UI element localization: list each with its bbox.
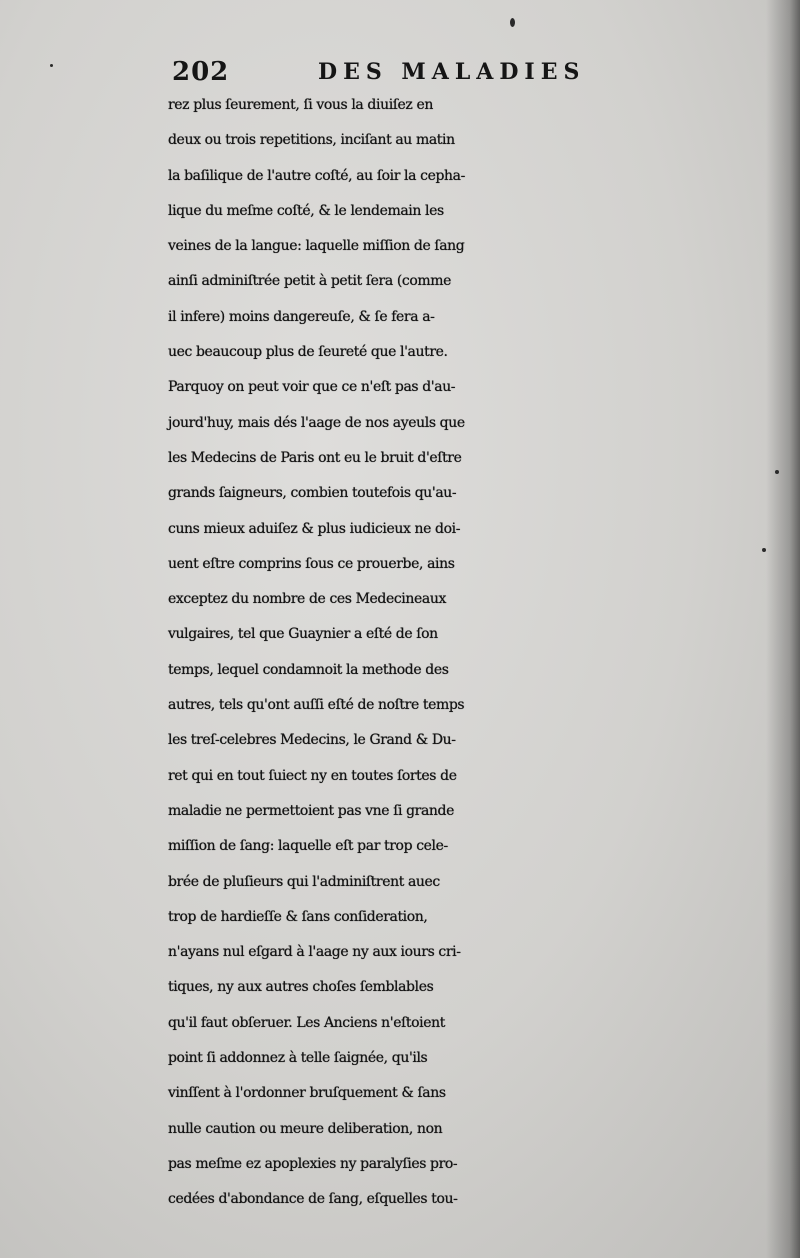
text-line: lique du meſme coſté, & le lendemain les [168,202,444,219]
text-line: n'ayans nul eſgard à l'aage ny aux iours cri- [168,944,461,961]
text-line: cuns mieux aduiſez & plus iudicieux ne doi- [168,520,461,537]
text-line: brée de pluſieurs qui l'adminiſtrent auec [168,873,440,890]
text-line: trop de hardieſſe & ſans conſideration, [168,908,428,925]
text-line: point ſi addonnez à telle ſaignée, qu'ils [168,1050,428,1067]
text-line: ret qui en tout ſuiect ny en toutes ſortes de [168,767,457,784]
text-line: Parquoy on peut voir que ce n'eſt pas d'au- [168,379,456,396]
page-edge-shadow [766,0,800,1258]
text-line: maladie ne permettoient pas vne ſi grande [168,802,454,819]
running-title: DES MALADIES [318,59,586,85]
text-line: vulgaires, tel que Guaynier a eſté de ſon [168,626,438,643]
text-line: pas meſme ez apoplexies ny paralyſies pro- [168,1155,458,1172]
text-line: ainſi adminiſtrée petit à petit ſera (comme [168,273,452,290]
text-line: uec beaucoup plus de ſeureté que l'autre. [168,344,448,361]
text-line: jourd'huy, mais dés l'aage de nos ayeuls que [168,414,465,431]
text-line: la baſilique de l'autre coſté, au ſoir la cepha- [168,167,465,184]
text-line: les Medecins de Paris ont eu le bruit d'eſtre [168,449,462,466]
ink-speck [775,470,779,474]
text-line: tiques, ny aux autres choſes ſemblables [168,979,434,996]
body-text [168,88,768,1218]
text-line: nulle caution ou meure deliberation, non [168,1120,443,1137]
text-line: autres, tels qu'ont auſſi eſté de noſtre temps [168,697,465,714]
text-line: grands ſaigneurs, combien toutefois qu'au- [168,485,457,502]
text-line: temps, lequel condamnoit la methode des [168,661,449,678]
text-line: il infere) moins dangereuſe, & ſe fera a- [168,308,435,325]
ink-speck [50,64,53,67]
page-number: 202 [172,57,230,87]
text-line: qu'il faut obſeruer. Les Anciens n'eſtoient [168,1014,445,1031]
text-line: veines de la langue: laquelle miſſion de ſang [168,238,465,255]
text-line: exceptez du nombre de ces Medecineaux [168,591,446,608]
ink-speck [510,18,515,27]
text-line: cedées d'abondance de ſang, eſquelles tou- [168,1191,458,1208]
text-line: uent eſtre comprins ſous ce prouerbe, ains [168,555,455,572]
text-line: miſſion de ſang: laquelle eſt par trop cele- [168,838,448,855]
text-line: rez plus ſeurement, ſi vous la diuiſez en [168,97,433,113]
text-line: les treſ-celebres Medecins, le Grand & Du- [168,732,456,749]
text-line: vinſſent à l'ordonner bruſquement & ſans [168,1085,446,1102]
text-line: deux ou trois repetitions, inciſant au matin [168,132,455,149]
